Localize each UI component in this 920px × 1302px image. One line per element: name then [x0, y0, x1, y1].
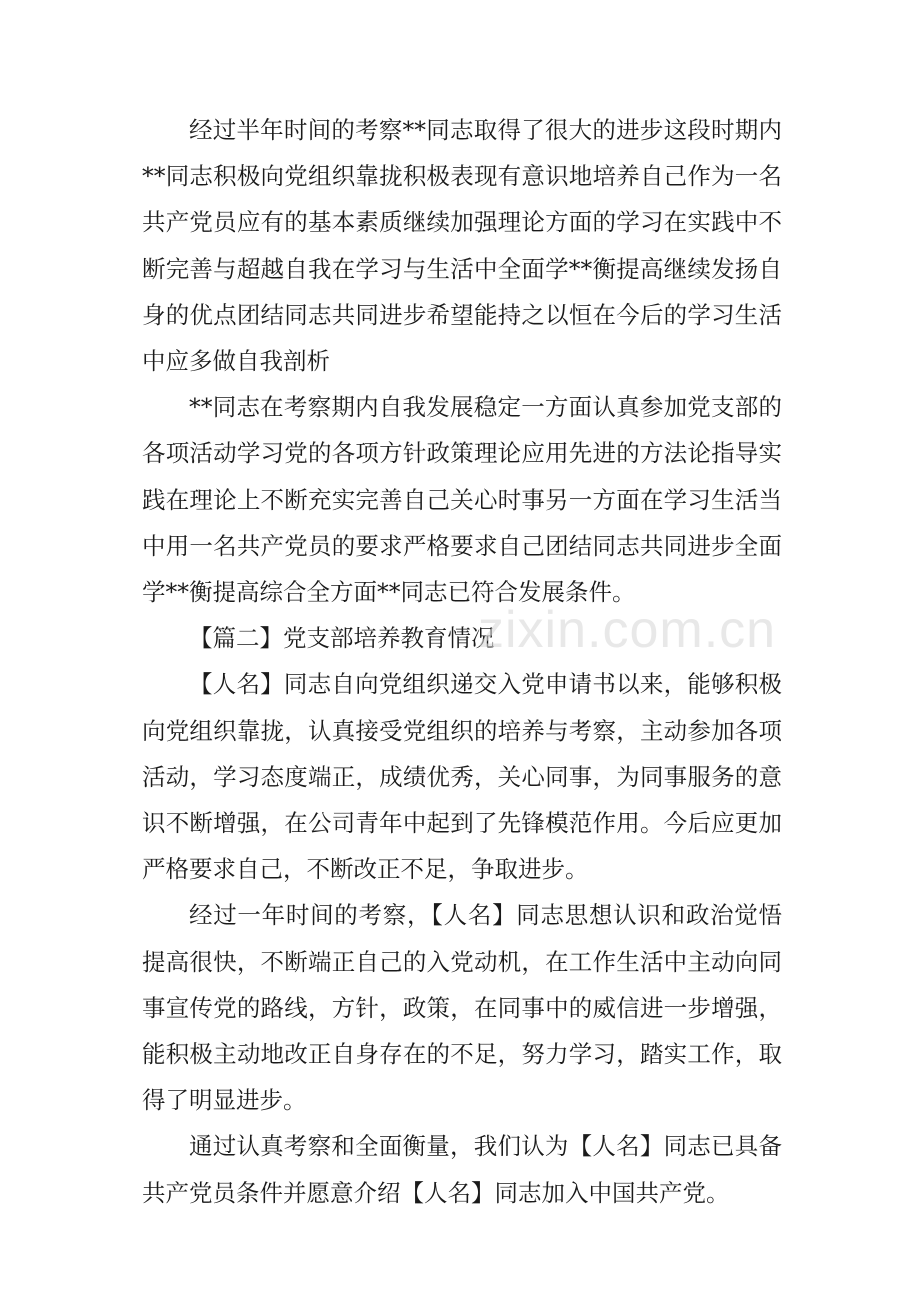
paragraph-5: 通过认真考察和全面衡量，我们认为【人名】同志已具备共产党员条件并愿意介绍【人名】同志加入中国共产党。	[142, 1132, 782, 1207]
watermark: zixin.com.cn	[478, 601, 777, 659]
paragraph-1: 经过半年时间的考察**同志取得了很大的进步这段时期内**同志积极向党组织靠拢积极表现有意识地培养自己作为一名共产党员应有的基本素质继续加强理论方面的学习在实践中不断完善与超越自我在学习与生活中全面学**衡提高继续发扬自身的优点团结同志共同进步希望能持之以恒在今后的学习生活中应多做自我剖析	[142, 116, 782, 376]
section-heading: 【篇二】党支部培养教育情况	[189, 624, 495, 653]
paragraph-3: 【人名】同志自向党组织递交入党申请书以来，能够积极向党组织靠拢，认真接受党组织的培养与考察，主动参加各项活动，学习态度端正，成绩优秀，关心同事，为同事服务的意识不断增强，在公司青年中起到了先锋模范作用。今后应更加严格要求自己，不断改正不足，争取进步。	[142, 670, 782, 884]
document-body	[142, 107, 782, 1216]
paragraph-2: **同志在考察期内自我发展稳定一方面认真参加党支部的各项活动学习党的各项方针政策理论应用先进的方法论指导实践在理论上不断充实完善自己关心时事另一方面在学习生活当中用一名共产党员的要求严格要求自己团结同志共同进步全面学**衡提高综合全方面**同志已符合发展条件。	[142, 393, 782, 607]
paragraph-4: 经过一年时间的考察，【人名】同志思想认识和政治觉悟提高很快，不断端正自己的入党动机，在工作生活中主动向同事宣传党的路线，方针，政策，在同事中的威信进一步增强，能积极主动地改正自身存在的不足，努力学习，踏实工作，取得了明显进步。	[142, 901, 782, 1115]
